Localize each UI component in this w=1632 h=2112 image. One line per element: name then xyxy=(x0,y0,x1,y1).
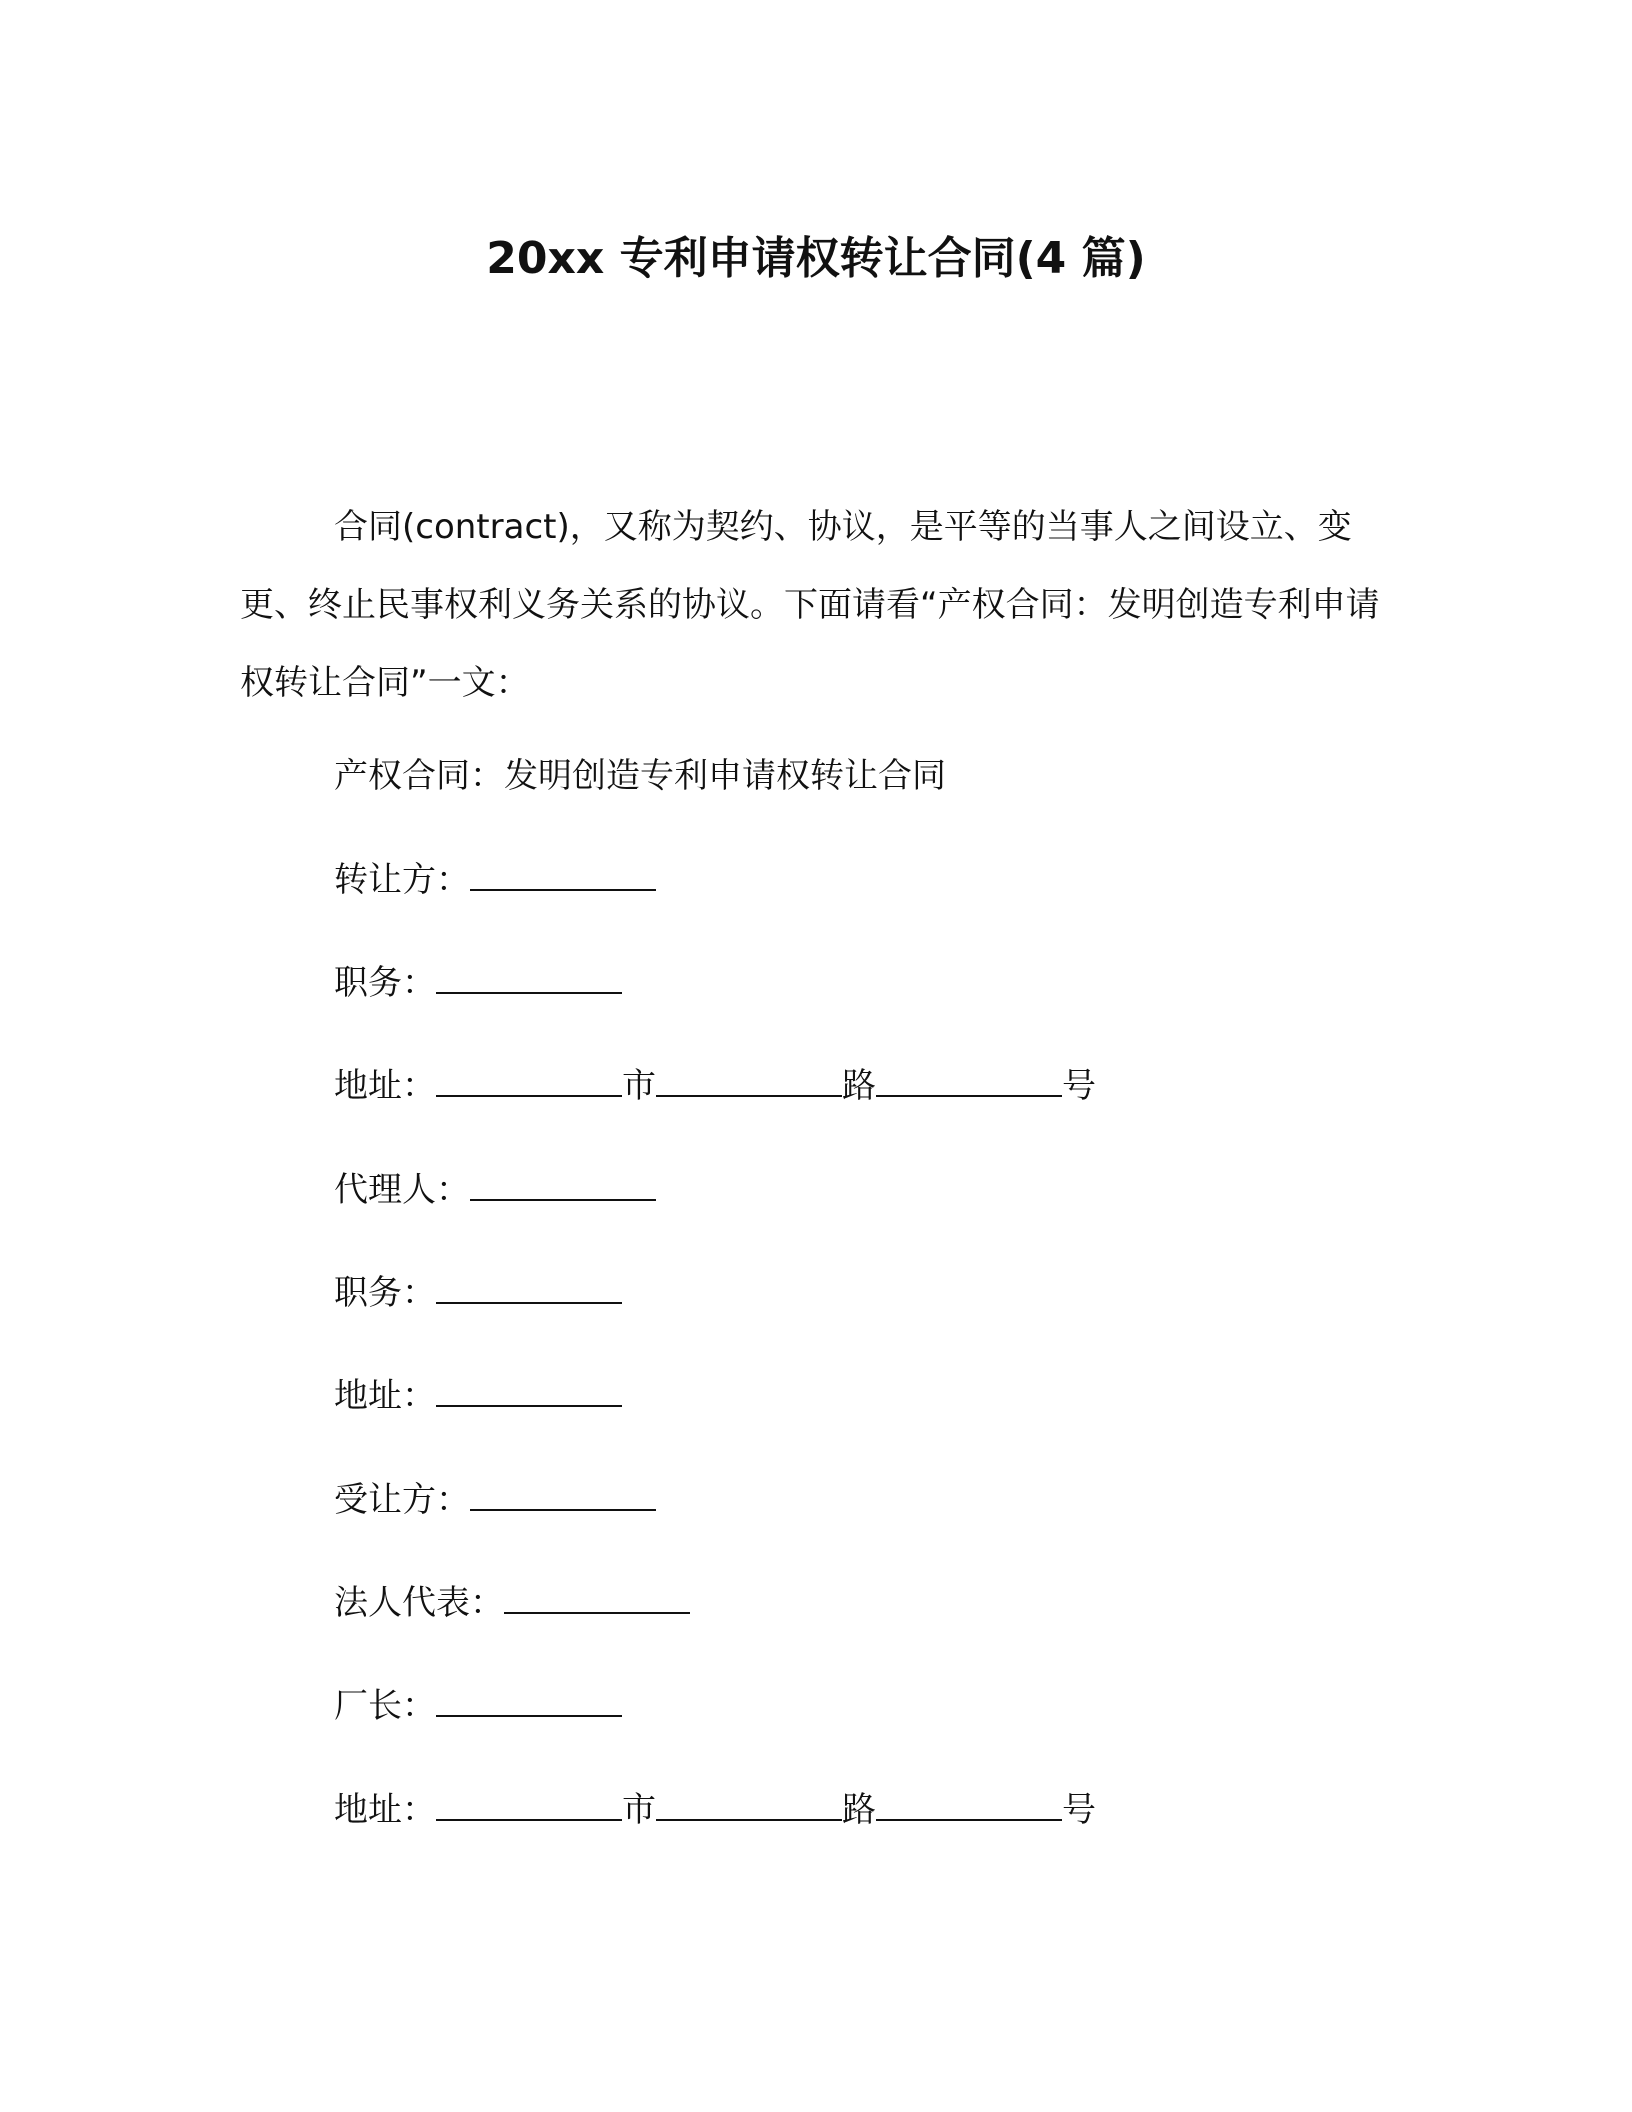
address-label-2: 地址： xyxy=(334,1376,436,1416)
factory-head-blank xyxy=(436,1685,622,1717)
address-road-unit-1: 路 xyxy=(842,1066,876,1106)
address-number-unit-1: 号 xyxy=(1062,1066,1096,1106)
legal-rep-label: 法人代表： xyxy=(334,1583,504,1623)
address-road-blank-3 xyxy=(656,1789,842,1821)
position-blank-1 xyxy=(436,962,622,994)
contract-subtitle: 产权合同：发明创造专利申请权转让合同 xyxy=(334,756,946,796)
address-city-blank-3 xyxy=(436,1789,622,1821)
agent-line xyxy=(334,1166,656,1214)
address-label-1: 地址： xyxy=(334,1066,436,1106)
position-line-2 xyxy=(334,1269,622,1317)
transferor-blank xyxy=(470,859,656,891)
address-road-blank-1 xyxy=(656,1065,842,1097)
agent-label: 代理人： xyxy=(334,1170,470,1210)
transferee-blank xyxy=(470,1479,656,1511)
address-road-unit-3: 路 xyxy=(842,1790,876,1830)
factory-head-line xyxy=(334,1682,622,1730)
address-number-unit-3: 号 xyxy=(1062,1790,1096,1830)
position-label-1: 职务： xyxy=(334,963,436,1003)
document-title: 20xx 专利申请权转让合同(4 篇) xyxy=(486,233,1146,284)
legal-rep-line xyxy=(334,1579,690,1627)
address-city-unit-1: 市 xyxy=(622,1066,656,1106)
address-line-1 xyxy=(334,1062,1096,1110)
transferor-line xyxy=(334,856,656,904)
address-line-2 xyxy=(334,1372,622,1420)
position-label-2: 职务： xyxy=(334,1273,436,1313)
address-line-3 xyxy=(334,1786,1096,1834)
factory-head-label: 厂长： xyxy=(334,1686,436,1726)
address-city-blank-1 xyxy=(436,1065,622,1097)
legal-rep-blank xyxy=(504,1582,690,1614)
address-number-blank-1 xyxy=(876,1065,1062,1097)
position-line-1 xyxy=(334,959,622,1007)
address-city-unit-3: 市 xyxy=(622,1790,656,1830)
transferee-line xyxy=(334,1476,656,1524)
address-number-blank-3 xyxy=(876,1789,1062,1821)
transferee-label: 受让方： xyxy=(334,1480,470,1520)
intro-paragraph: 合同(contract)，又称为契约、协议，是平等的当事人之间设立、变更、终止民事权利义务关系的协议。下面请看“产权合同：发明创造专利申请权转让合同”一文： xyxy=(240,507,1380,703)
agent-blank xyxy=(470,1169,656,1201)
transferor-label: 转让方： xyxy=(334,860,470,900)
address-blank-2 xyxy=(436,1375,622,1407)
position-blank-2 xyxy=(436,1272,622,1304)
address-label-3: 地址： xyxy=(334,1790,436,1830)
